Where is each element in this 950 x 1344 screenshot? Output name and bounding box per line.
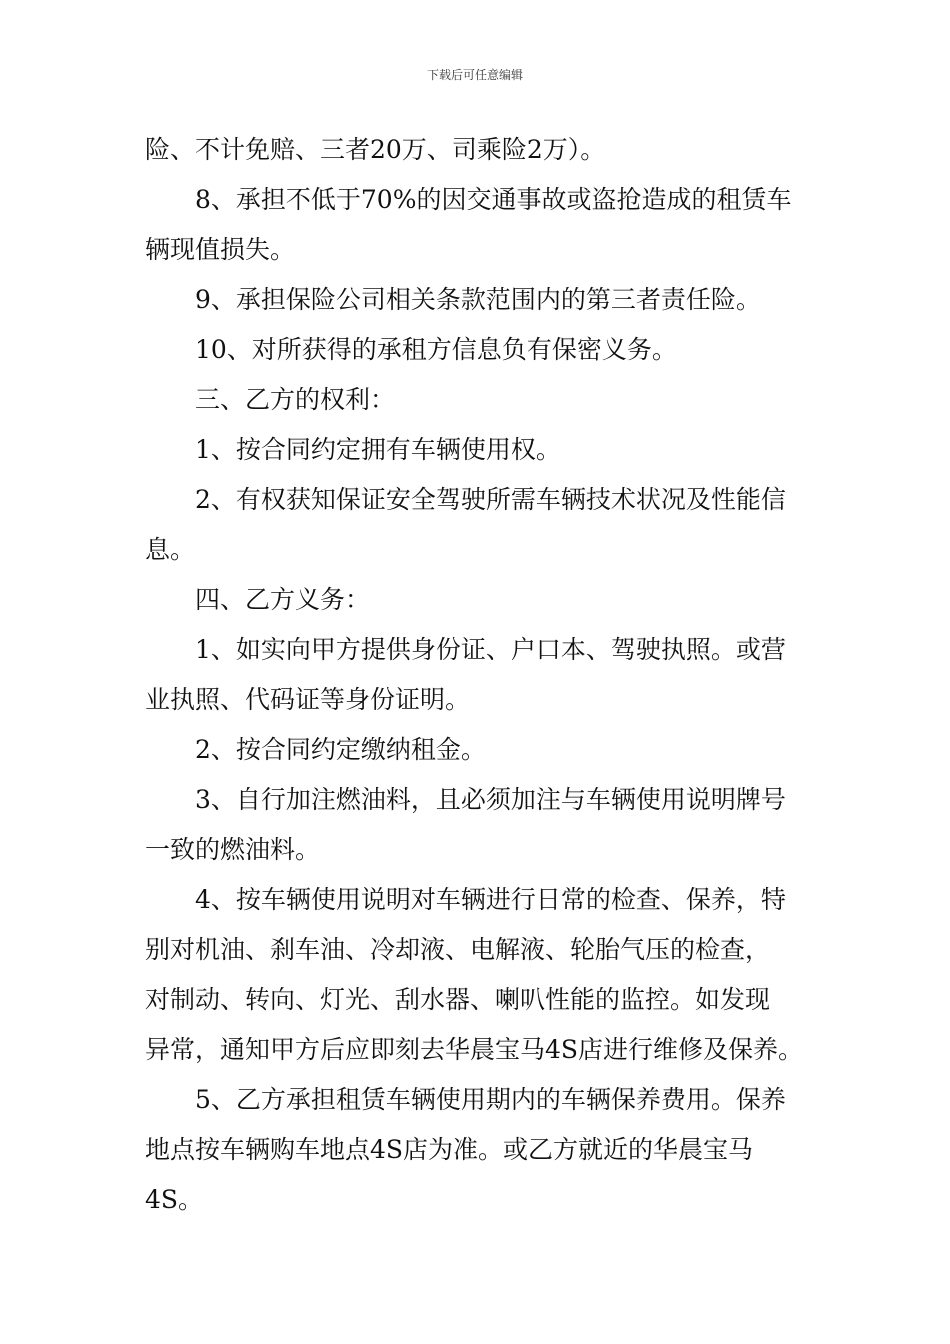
text-line: 业执照、代码证等身份证明。	[145, 685, 471, 714]
text-line: 2、有权获知保证安全驾驶所需车辆技术状况及性能信	[195, 485, 786, 514]
text-line: 4S。	[145, 1185, 204, 1214]
text-line: 1、按合同约定拥有车辆使用权。	[195, 435, 561, 464]
text-line: 地点按车辆购车地点4S店为准。或乙方就近的华晨宝马	[145, 1135, 754, 1164]
text-line: 一致的燃油料。	[145, 835, 321, 864]
text-line: 8、承担不低于70%的因交通事故或盗抢造成的租赁车	[195, 185, 792, 214]
text-line: 息。	[145, 535, 196, 564]
text-line: 2、按合同约定缴纳租金。	[195, 735, 486, 764]
text-line: 异常，通知甲方后应即刻去华晨宝马4S店进行维修及保养。	[145, 1035, 804, 1064]
text-line: 三、乙方的权利：	[195, 385, 396, 414]
text-line: 10、对所获得的承租方信息负有保密义务。	[195, 335, 677, 364]
text-line: 5、乙方承担租赁车辆使用期内的车辆保养费用。保养	[195, 1085, 786, 1114]
text-line: 1、如实向甲方提供身份证、户口本、驾驶执照。或营	[195, 635, 786, 664]
text-line: 9、承担保险公司相关条款范围内的第三者责任险。	[195, 285, 761, 314]
text-line: 险、不计免赔、三者20万、司乘险2万）。	[145, 135, 606, 164]
document-body	[145, 125, 810, 1225]
text-line: 别对机油、刹车油、冷却液、电解液、轮胎气压的检查，	[145, 935, 771, 964]
text-line: 对制动、转向、灯光、刮水器、喇叭性能的监控。如发现	[145, 985, 771, 1014]
page-header: 下载后可任意编辑	[426, 68, 523, 82]
text-line: 辆现值损失。	[145, 235, 296, 264]
text-line: 四、乙方义务：	[195, 585, 371, 614]
text-line: 4、按车辆使用说明对车辆进行日常的检查、保养，特	[195, 885, 786, 914]
text-line: 3、自行加注燃油料，且必须加注与车辆使用说明牌号	[195, 785, 786, 814]
